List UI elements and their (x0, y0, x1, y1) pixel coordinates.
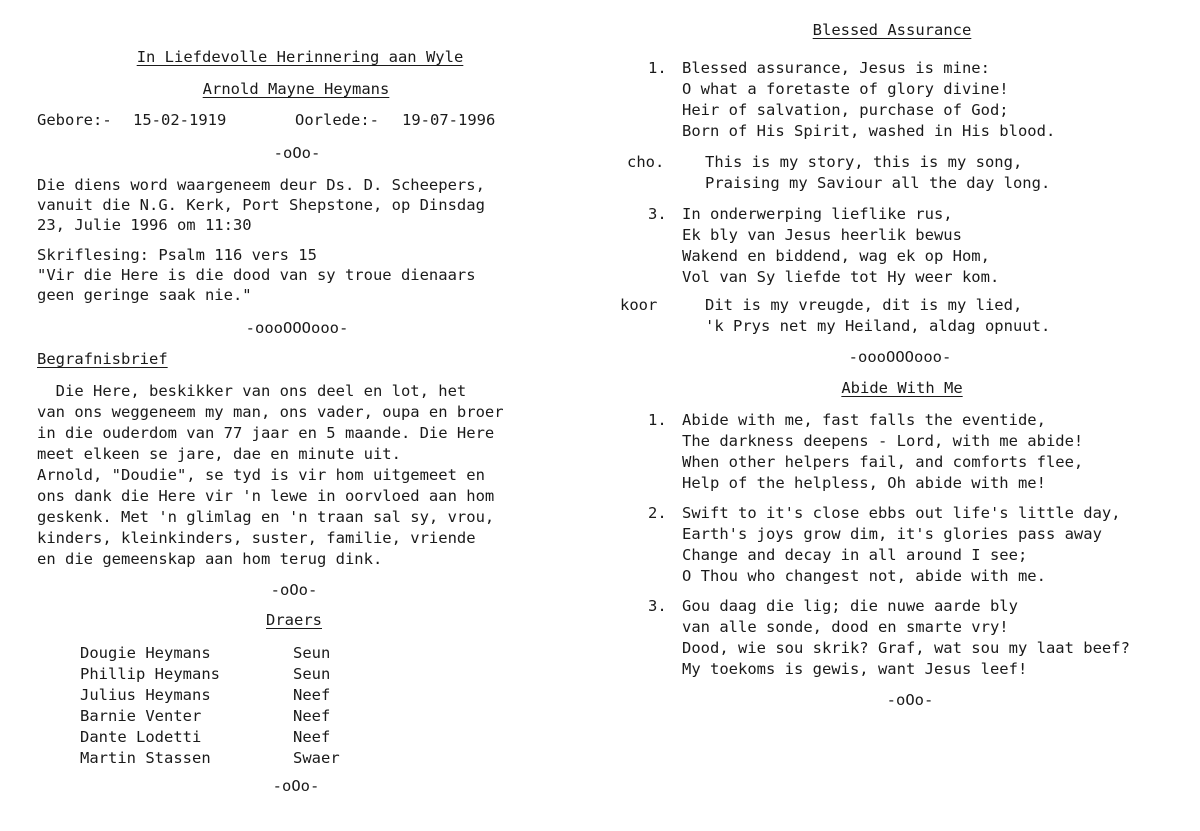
hymn-line: O Thou who changest not, abide with me. (682, 567, 1046, 585)
died-label: Oorlede:- (295, 111, 379, 129)
separator: -oooOOOooo- (848, 348, 952, 366)
bearer-relation: Neef (293, 686, 331, 704)
scripture-text: "Vir die Here is die dood van sy troue dienaars (37, 266, 476, 284)
letter-line: Die Here, beskikker van ons deel en lot, het (37, 382, 467, 400)
hymn-line: In onderwerping lieflike rus, (682, 205, 953, 223)
hymn-line: Ek bly van Jesus heerlik bewus (682, 226, 962, 244)
chorus-label: koor (620, 296, 658, 314)
memorial-heading: In Liefdevolle Herinnering aan Wyle (136, 48, 464, 66)
hymn-line: Help of the helpless, Oh abide with me! (682, 474, 1046, 492)
letter-line: Arnold, "Doudie", se tyd is vir hom uitgemeet en (37, 466, 485, 484)
born-date: 15-02-1919 (133, 111, 227, 129)
hymn-title-blessed-assurance: Blessed Assurance (812, 21, 972, 39)
bearer-relation: Neef (293, 728, 331, 746)
bearer-name: Julius Heymans (80, 686, 211, 704)
letter-line: meet elkeen se jare, dae en minute uit. (37, 445, 401, 463)
hymn-line: Earth's joys grow dim, it's glories pass away (682, 525, 1102, 543)
verse-number: 2. (648, 504, 667, 522)
separator: -oOo- (272, 777, 320, 795)
verse-number: 3. (648, 205, 667, 223)
letter-line: van ons weggeneem my man, ons vader, oupa en broer (37, 403, 504, 421)
letter-line: en die gemeenskap aan hom terug dink. (37, 550, 383, 568)
service-line: Die diens word waargeneem deur Ds. D. Scheepers, (37, 176, 485, 194)
hymn-line: Dood, wie sou skrik? Graf, wat sou my laat beef? (682, 639, 1130, 657)
deceased-name: Arnold Mayne Heymans (202, 80, 390, 98)
hymn-line: Abide with me, fast falls the eventide, (682, 411, 1046, 429)
bearer-relation: Neef (293, 707, 331, 725)
bearer-name: Martin Stassen (80, 749, 211, 767)
bearer-name: Dougie Heymans (80, 644, 211, 662)
bearer-name: Dante Lodetti (80, 728, 202, 746)
hymn-line: 'k Prys net my Heiland, aldag opnuut. (705, 317, 1051, 335)
died-date: 19-07-1996 (402, 111, 496, 129)
verse-number: 3. (648, 597, 667, 615)
letter-line: in die ouderdom van 77 jaar en 5 maande. Die Here (37, 424, 495, 442)
hymn-line: Dit is my vreugde, dit is my lied, (705, 296, 1023, 314)
scripture-reference: Skriflesing: Psalm 116 vers 15 (37, 246, 317, 264)
letter-line: kinders, kleinkinders, suster, familie, vriende (37, 529, 476, 547)
service-line: 23, Julie 1996 om 11:30 (37, 216, 252, 234)
hymn-line: Gou daag die lig; die nuwe aarde bly (682, 597, 1018, 615)
chorus-label: cho. (627, 153, 665, 171)
hymn-line: Born of His Spirit, washed in His blood. (682, 122, 1056, 140)
bearers-title: Draers (266, 611, 322, 629)
bearer-relation: Seun (293, 644, 331, 662)
verse-number: 1. (648, 59, 667, 77)
bearer-name: Barnie Venter (80, 707, 202, 725)
separator: -oOo- (273, 144, 321, 162)
separator: -oOo- (886, 691, 934, 709)
separator: -oOo- (270, 581, 318, 599)
hymn-line: When other helpers fail, and comforts flee, (682, 453, 1084, 471)
scripture-text: geen geringe saak nie." (37, 286, 252, 304)
hymn-line: van alle sonde, dood en smarte vry! (682, 618, 1009, 636)
hymn-line: Blessed assurance, Jesus is mine: (682, 59, 990, 77)
letter-line: ons dank die Here vir 'n lewe in oorvloed aan hom (37, 487, 495, 505)
born-label: Gebore:- (37, 111, 112, 129)
hymn-title-abide-with-me: Abide With Me (841, 379, 963, 397)
hymn-line: Vol van Sy liefde tot Hy weer kom. (682, 268, 1000, 286)
hymn-line: Wakend en biddend, wag ek op Hom, (682, 247, 990, 265)
hymn-line: Swift to it's close ebbs out life's little day, (682, 504, 1121, 522)
letter-title: Begrafnisbrief (37, 350, 168, 368)
bearer-relation: Swaer (293, 749, 340, 767)
hymn-line: This is my story, this is my song, (705, 153, 1023, 171)
hymn-line: O what a foretaste of glory divine! (682, 80, 1009, 98)
hymn-line: My toekoms is gewis, want Jesus leef! (682, 660, 1028, 678)
bearer-name: Phillip Heymans (80, 665, 220, 683)
bearer-relation: Seun (293, 665, 331, 683)
separator: -oooOOOooo- (245, 319, 349, 337)
letter-line: geskenk. Met 'n glimlag en 'n traan sal sy, vrou, (37, 508, 495, 526)
hymn-line: The darkness deepens - Lord, with me abide! (682, 432, 1084, 450)
hymn-line: Change and decay in all around I see; (682, 546, 1028, 564)
verse-number: 1. (648, 411, 667, 429)
hymn-line: Praising my Saviour all the day long. (705, 174, 1051, 192)
hymn-line: Heir of salvation, purchase of God; (682, 101, 1009, 119)
service-line: vanuit die N.G. Kerk, Port Shepstone, op Dinsdag (37, 196, 485, 214)
